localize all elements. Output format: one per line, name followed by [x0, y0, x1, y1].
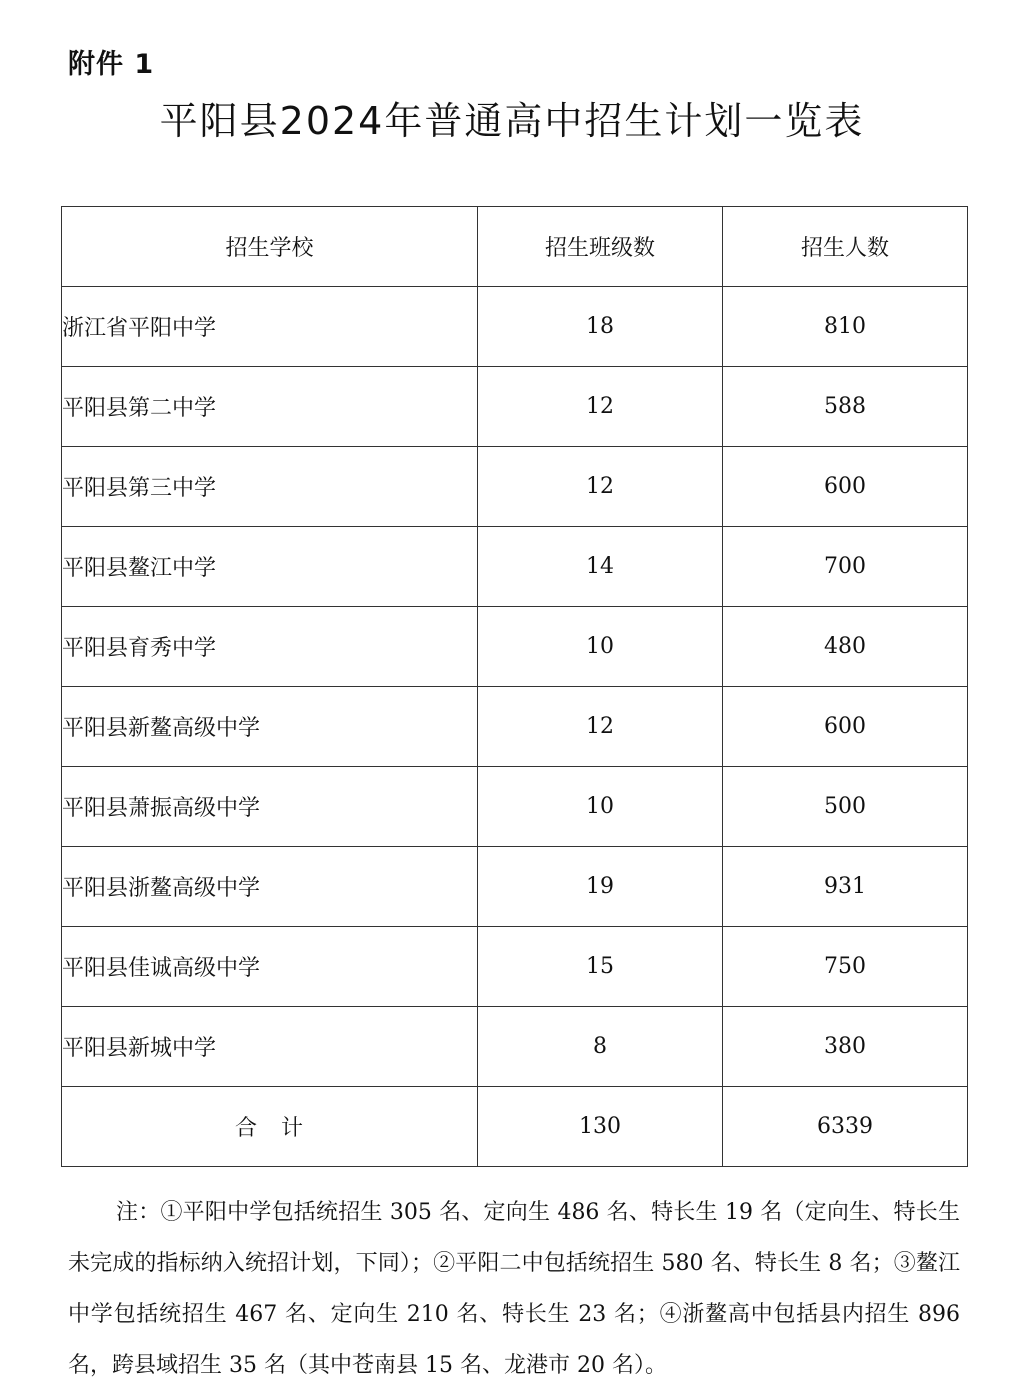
header-school: 招生学校: [62, 207, 478, 287]
class-count: 19: [478, 847, 723, 927]
table-row: [62, 1007, 968, 1087]
school-name: 平阳县新鳌高级中学: [62, 687, 478, 767]
student-count: 931: [723, 847, 968, 927]
total-classes: 130: [478, 1087, 723, 1167]
class-count: 15: [478, 927, 723, 1007]
table-row: [62, 847, 968, 927]
school-name: 平阳县第二中学: [62, 367, 478, 447]
student-count: 600: [723, 447, 968, 527]
student-count: 588: [723, 367, 968, 447]
school-name: 平阳县育秀中学: [62, 607, 478, 687]
table-row: [62, 287, 968, 367]
attachment-label: 附件 1: [68, 49, 155, 80]
class-count: 10: [478, 607, 723, 687]
student-count: 700: [723, 527, 968, 607]
school-name: 平阳县萧振高级中学: [62, 767, 478, 847]
student-count: 810: [723, 287, 968, 367]
class-count: 12: [478, 367, 723, 447]
header-classes: 招生班级数: [478, 207, 723, 287]
table-row: [62, 447, 968, 527]
table-row: [62, 687, 968, 767]
table-row: [62, 767, 968, 847]
school-name: 平阳县第三中学: [62, 447, 478, 527]
class-count: 12: [478, 687, 723, 767]
total-label: 合 计: [62, 1087, 478, 1167]
school-name: 平阳县鳌江中学: [62, 527, 478, 607]
class-count: 10: [478, 767, 723, 847]
header-students: 招生人数: [723, 207, 968, 287]
student-count: 750: [723, 927, 968, 1007]
student-count: 500: [723, 767, 968, 847]
class-count: 14: [478, 527, 723, 607]
table-row: [62, 367, 968, 447]
school-name: 浙江省平阳中学: [62, 287, 478, 367]
student-count: 380: [723, 1007, 968, 1087]
footnote: 注：①平阳中学包括统招生 305 名、定向生 486 名、特长生 19 名（定向生、特长生未完成的指标纳入统招计划，下同）；②平阳二中包括统招生 580 名、特长生 8 名；③鳌江中学包括统招生 467 名、定向生 210 名、特长生 23 名；④浙鳌高中包括县内招生 896 名，跨县域招生 35 名（其中苍南县 15 名、龙港市 20 名）。: [68, 1200, 960, 1378]
table-row: [62, 527, 968, 607]
student-count: 480: [723, 607, 968, 687]
total-students: 6339: [723, 1087, 968, 1167]
total-row: [62, 1087, 968, 1167]
enrollment-table: [61, 206, 968, 1167]
table-row: [62, 607, 968, 687]
page-title: 平阳县2024年普通高中招生计划一览表: [159, 99, 865, 143]
class-count: 18: [478, 287, 723, 367]
school-name: 平阳县新城中学: [62, 1007, 478, 1087]
table-row: [62, 927, 968, 1007]
class-count: 12: [478, 447, 723, 527]
school-name: 平阳县佳诚高级中学: [62, 927, 478, 1007]
table-header-row: [62, 207, 968, 287]
school-name: 平阳县浙鳌高级中学: [62, 847, 478, 927]
student-count: 600: [723, 687, 968, 767]
class-count: 8: [478, 1007, 723, 1087]
